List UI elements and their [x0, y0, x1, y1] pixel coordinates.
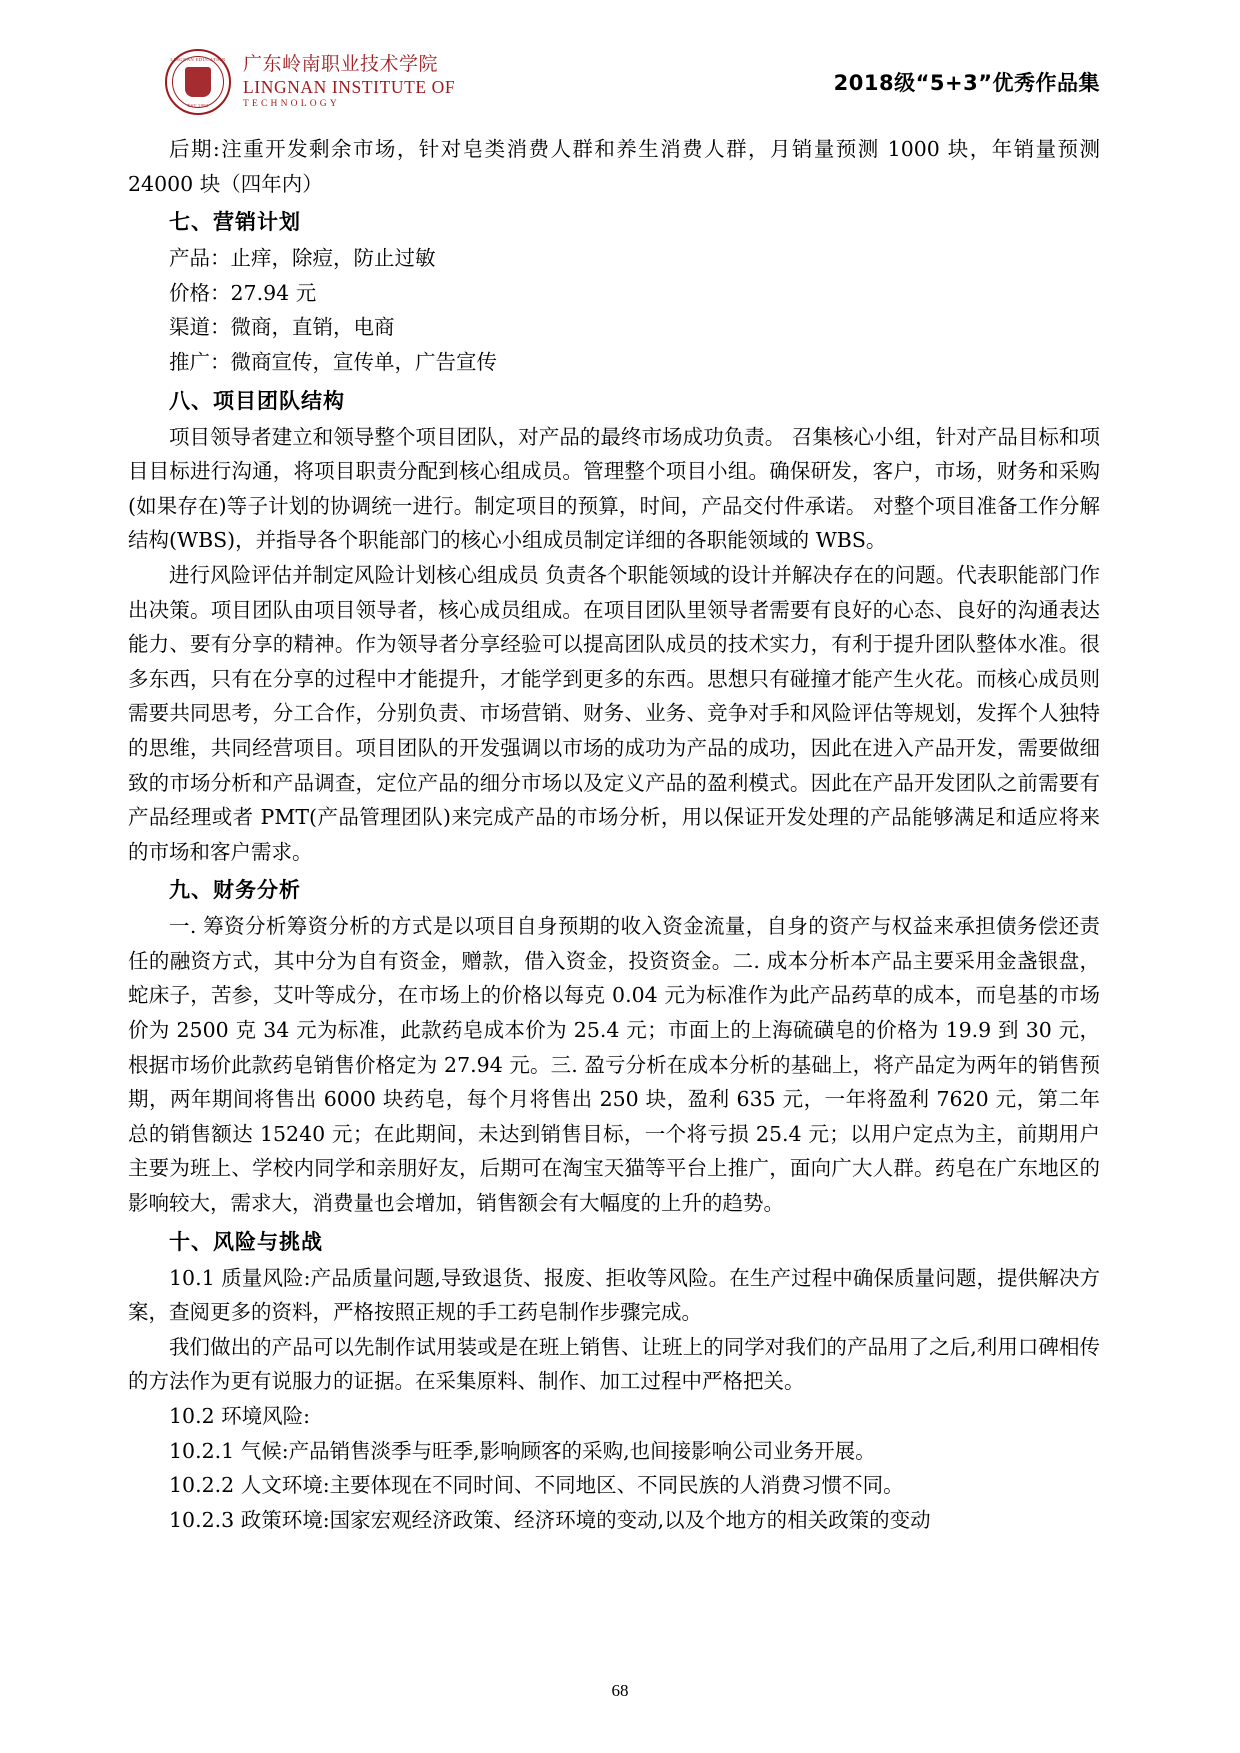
paragraph-financial-analysis: 一. 筹资分析筹资分析的方式是以项目自身预期的收入资金流量，自身的资产与权益来承担债务偿还责任的融资方式，其中分为自有资金，赠款，借入资金，投资资金。二. 成本分析本产品主要采用金盏银盘，蛇床子，苦参，艾叶等成分，在市场上的价格以每克 0.04 元为标准作为此产品药草的成本，而皂基的市场价为 2500 克 34 元为标准，此款药皂成本价为 25.4 元；市面上的上海硫磺皂的价格为 19.9 到 30 元，根据市场价此款药皂销售价格定为 27.94 元。三. 盈亏分析在成本分析的基础上，将产品定为两年的销售预期，两年期间将售出 6000 块药皂，每个月将售出 250 块，盈利 635 元，一年将盈利 7620 元，第二年总的销售额达 15240 元；在此期间，未达到销售目标，一个将亏损 25.4 元；以用户定点为主，前期用户主要为班上、学校内同学和亲朋好友，后期可在淘宝天猫等平台上推广，面向广大人群。药皂在广东地区的影响较大，需求大，消费量也会增加，销售额会有大幅度的上升的趋势。: [128, 914, 1100, 1216]
paragraph-risk-quality: 10.1 质量风险:产品质量问题,导致退货、报废、拒收等风险。在生产过程中确保质量问题，提供解决方案，查阅更多的资料，严格按照正规的手工药皂制作步骤完成。: [128, 1265, 1100, 1325]
seal-bottom-text: EST.1993: [187, 103, 209, 108]
paragraph-team-structure-2: 进行风险评估并制定风险计划核心组成员 负责各个职能领域的设计并解决存在的问题。代表职能部门作出决策。项目团队由项目领导者，核心成员组成。在项目团队里领导者需要有良好的心态、良好的沟通表达能力、要有分享的精神。作为领导者分享经验可以提高团队成员的技术实力，有利于提升团队整体水准。很多东西，只有在分享的过程中才能提升，才能学到更多的东西。思想只有碰撞才能产生火花。而核心成员则需要共同思考，分工合作，分别负责、市场营销、财务、业务、竞争对手和风险评估等规划，发挥个人独特的思维，共同经营项目。项目团队的开发强调以市场的成功为产品的成功，因此在进入产品开发，需要做细致的市场分析和产品调查，定位产品的细分市场以及定义产品的盈利模式。因此在产品开发团队之前需要有产品经理或者 PMT(产品管理团队)来完成产品的市场分析，用以保证开发处理的产品能够满足和适应将来的市场和客户需求。: [128, 562, 1100, 864]
marketing-plan-line-promotion: 推广：微商宣传，宣传单，广告宣传: [169, 349, 497, 374]
paragraph-risk-climate: 10.2.1 气候:产品销售淡季与旺季,影响顾客的采购,也间接影响公司业务开展。: [169, 1438, 876, 1463]
paragraph-team-structure-1: 项目领导者建立和领导整个项目团队，对产品的最终市场成功负责。 召集核心小组，针对产品目标和项目目标进行沟通，将项目职责分配到核心组成员。管理整个项目小组。确保研发，客户，市场，财务和采购(如果存在)等子计划的协调统一进行。制定项目的预算，时间，产品交付件承诺。 对整个项目准备工作分解结构(WBS)，并指导各个职能部门的核心小组成员制定详细的各职能领域的 WBS。: [128, 424, 1100, 553]
paragraph-top: 后期:注重开发剩余市场，针对皂类消费人群和养生消费人群，月销量预测 1000 块，年销量预测 24000 块（四年内）: [128, 137, 1100, 196]
institution-name-en-line2: TECHNOLOGY: [243, 99, 340, 110]
seal-icon: [165, 49, 231, 115]
seal-top-text: LINGNAN EDUCATION: [170, 57, 226, 62]
marketing-plan-line-product: 产品：止痒，除痘，防止过敏: [169, 246, 436, 271]
header-title: 2018级“5+3”优秀作品集: [833, 71, 1100, 95]
page-number: 68: [611, 1681, 629, 1700]
institution-logo: [165, 49, 455, 115]
heading-section-8: 八、项目团队结构: [169, 388, 345, 413]
heading-section-10: 十、风险与挑战: [169, 1229, 323, 1254]
institution-name-en-line1: LINGNAN INSTITUTE OF: [243, 76, 456, 97]
institution-name-cn: 广东岭南职业技术学院: [243, 53, 439, 76]
document-content: [128, 132, 1100, 1537]
marketing-plan-line-channel: 渠道：微商，直销，电商: [169, 315, 395, 340]
paragraph-risk-culture: 10.2.2 人文环境:主要体现在不同时间、不同地区、不同民族的人消费习惯不同。: [169, 1473, 904, 1498]
paragraph-risk-environment: 10.2 环境风险:: [169, 1404, 311, 1428]
seal-inner-shape: [185, 67, 211, 97]
page-header: [165, 44, 1100, 120]
heading-section-9: 九、财务分析: [169, 878, 301, 903]
paragraph-risk-policy: 10.2.3 政策环境:国家宏观经济政策、经济环境的变动,以及个地方的相关政策的变动: [169, 1507, 931, 1532]
marketing-plan-line-price: 价格：27.94 元: [169, 280, 317, 305]
paragraph-risk-trial: 我们做出的产品可以先制作试用装或是在班上销售、让班上的同学对我们的产品用了之后,利用口碑相传的方法作为更有说服力的证据。在采集原料、制作、加工过程中严格把关。: [128, 1334, 1100, 1394]
heading-section-7: 七、营销计划: [169, 210, 301, 235]
institution-name-block: [243, 53, 455, 110]
